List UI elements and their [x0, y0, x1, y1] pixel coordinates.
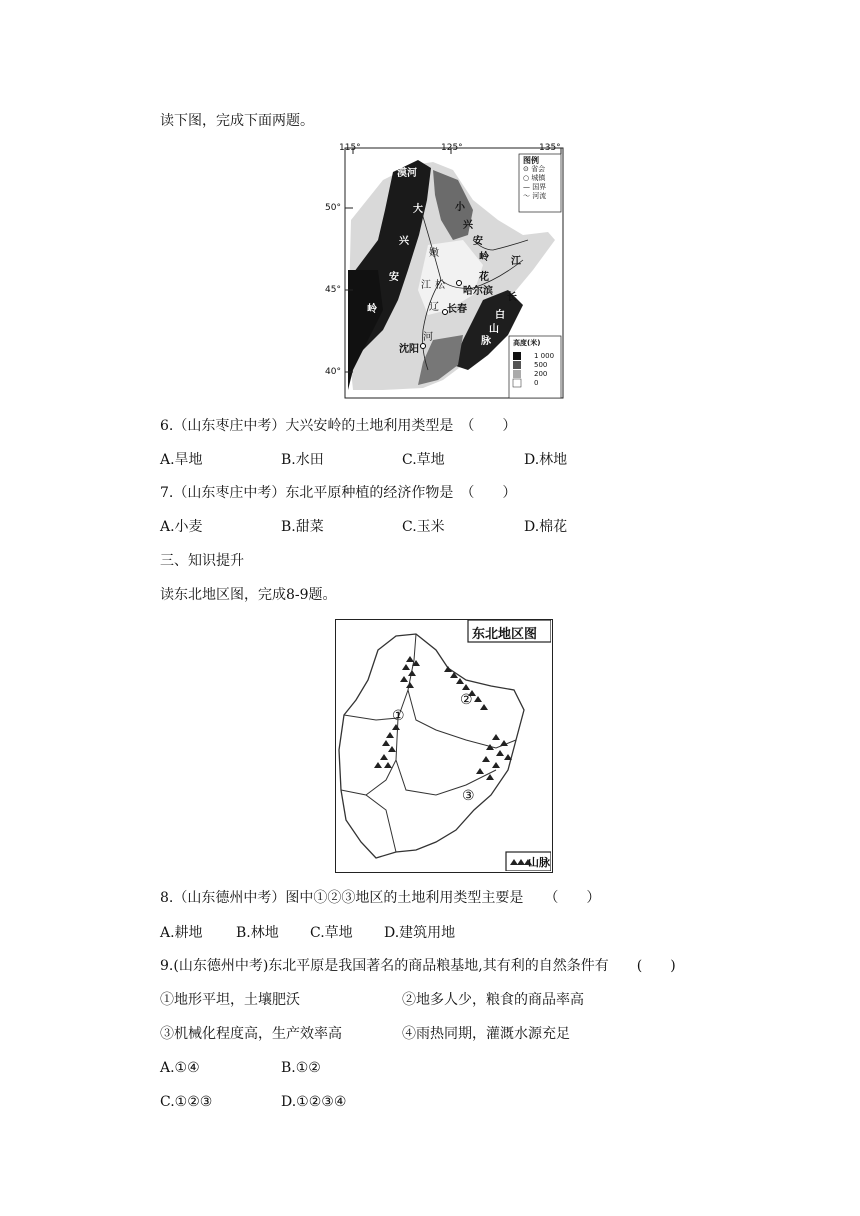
q6-stem: 6.（山东枣庄中考）大兴安岭的土地利用类型是 （ ） — [160, 418, 517, 434]
map-label-harbin: 哈尔滨 — [463, 286, 493, 297]
legend-border: — 国界 — [523, 183, 547, 191]
map-label-xxa-4: 岭 — [479, 252, 489, 263]
q6-option-a: A.旱地 — [160, 452, 203, 468]
map-marker-3: ③ — [462, 788, 475, 804]
q8-option-d: D.建筑用地 — [384, 925, 456, 941]
map-marker-2: ② — [460, 692, 473, 708]
elev-level-500: 500 — [534, 361, 548, 369]
map-label-dxa-3: 安 — [389, 272, 399, 283]
elevation-legend — [513, 339, 540, 348]
q9-option-c: C.①②③ — [160, 1094, 213, 1110]
lat-label-40: 40° — [325, 367, 341, 377]
intro-text: 读下图，完成下面两题。 — [160, 113, 314, 129]
q6-option-b: B.水田 — [281, 452, 324, 468]
q8-option-b: B.林地 — [236, 925, 279, 941]
map-label-dxa-4: 岭 — [367, 304, 377, 315]
lon-label-135: 135° — [539, 143, 561, 153]
q7-option-b: B.甜菜 — [281, 519, 324, 535]
map-label-dxa-1: 大 — [413, 204, 423, 215]
q6-option-c: C.草地 — [402, 452, 445, 468]
map-label-mohe: 漠河 — [397, 168, 417, 179]
q9-statement-2: ②地多人少，粮食的商品率高 — [402, 992, 584, 1008]
q9-option-d: D.①②③④ — [281, 1094, 347, 1110]
map-label-songhua-jiang: 江 — [421, 280, 431, 291]
legend-river: ～ 河流 — [523, 192, 547, 200]
lat-label-45: 45° — [325, 285, 341, 295]
region-map-title: 东北地区图 — [472, 627, 538, 642]
lat-label-50: 50° — [325, 203, 341, 213]
map-label-shan: 山 — [489, 324, 499, 335]
elevation-title: 高度(米) — [513, 339, 541, 347]
legend-capital: ⊙ 省会 — [523, 165, 546, 173]
legend-town: ○ 城镇 — [523, 174, 546, 182]
q9-stem: 9.(山东德州中考)东北平原是我国著名的商品粮基地,其有利的自然条件有 ( ) — [160, 958, 676, 974]
lon-label-125: 125° — [441, 143, 463, 153]
legend-title: 图例 — [523, 156, 539, 165]
map-label-mai: 脉 — [481, 336, 491, 347]
q9-option-a: A.①④ — [160, 1060, 200, 1076]
map-label-xxa-1: 小 — [455, 202, 465, 213]
map-label-he: 河 — [423, 332, 433, 343]
q7-option-c: C.玉米 — [402, 519, 445, 535]
map-label-chang: 长 — [507, 292, 517, 303]
q7-stem: 7.（山东枣庄中考）东北平原种植的经济作物是 （ ） — [160, 485, 517, 501]
lon-label-115: 115° — [339, 143, 361, 153]
map-label-jiang: 江 — [511, 256, 521, 267]
map-legend — [523, 156, 546, 201]
northeast-region-map — [335, 619, 553, 873]
map-label-bai: 白 — [495, 310, 505, 321]
northeast-topographic-map — [323, 140, 568, 402]
elev-level-200: 200 — [534, 370, 548, 378]
map-label-shenyang: 沈阳 — [399, 344, 419, 355]
elev-level-1000: 1 000 — [534, 352, 555, 360]
map-label-changchun: 长春 — [447, 304, 467, 315]
region-map-graphic — [336, 620, 551, 871]
map-label-xxa-3: 安 — [473, 236, 483, 247]
q8-stem: 8.（山东德州中考）图中①②③地区的土地利用类型主要是 （ ） — [160, 890, 601, 906]
intro-text-2: 读东北地区图，完成8-9题。 — [160, 587, 337, 603]
map-label-song: 松 — [435, 280, 445, 291]
map-marker-1: ① — [392, 708, 405, 724]
q8-option-a: A.耕地 — [160, 925, 203, 941]
q9-statement-4: ④雨热同期，灌溉水源充足 — [402, 1026, 570, 1042]
map-label-hua: 花 — [479, 272, 489, 283]
elev-level-0: 0 — [534, 379, 539, 387]
q7-option-a: A.小麦 — [160, 519, 203, 535]
q9-statement-3: ③机械化程度高，生产效率高 — [160, 1026, 342, 1042]
map-label-dxa-2: 兴 — [399, 236, 409, 247]
q7-option-d: D.棉花 — [524, 519, 568, 535]
mountain-legend-label: 山脉 — [528, 856, 550, 869]
map-label-nen: 嫩 — [429, 248, 439, 259]
map-label-xxa-2: 兴 — [463, 220, 473, 231]
section-heading: 三、知识提升 — [160, 553, 244, 569]
map-label-liao: 辽 — [429, 302, 439, 313]
q6-option-d: D.林地 — [524, 452, 568, 468]
q9-option-b: B.①② — [281, 1060, 321, 1076]
q8-option-c: C.草地 — [310, 925, 353, 941]
q9-statement-1: ①地形平坦，土壤肥沃 — [160, 992, 300, 1008]
